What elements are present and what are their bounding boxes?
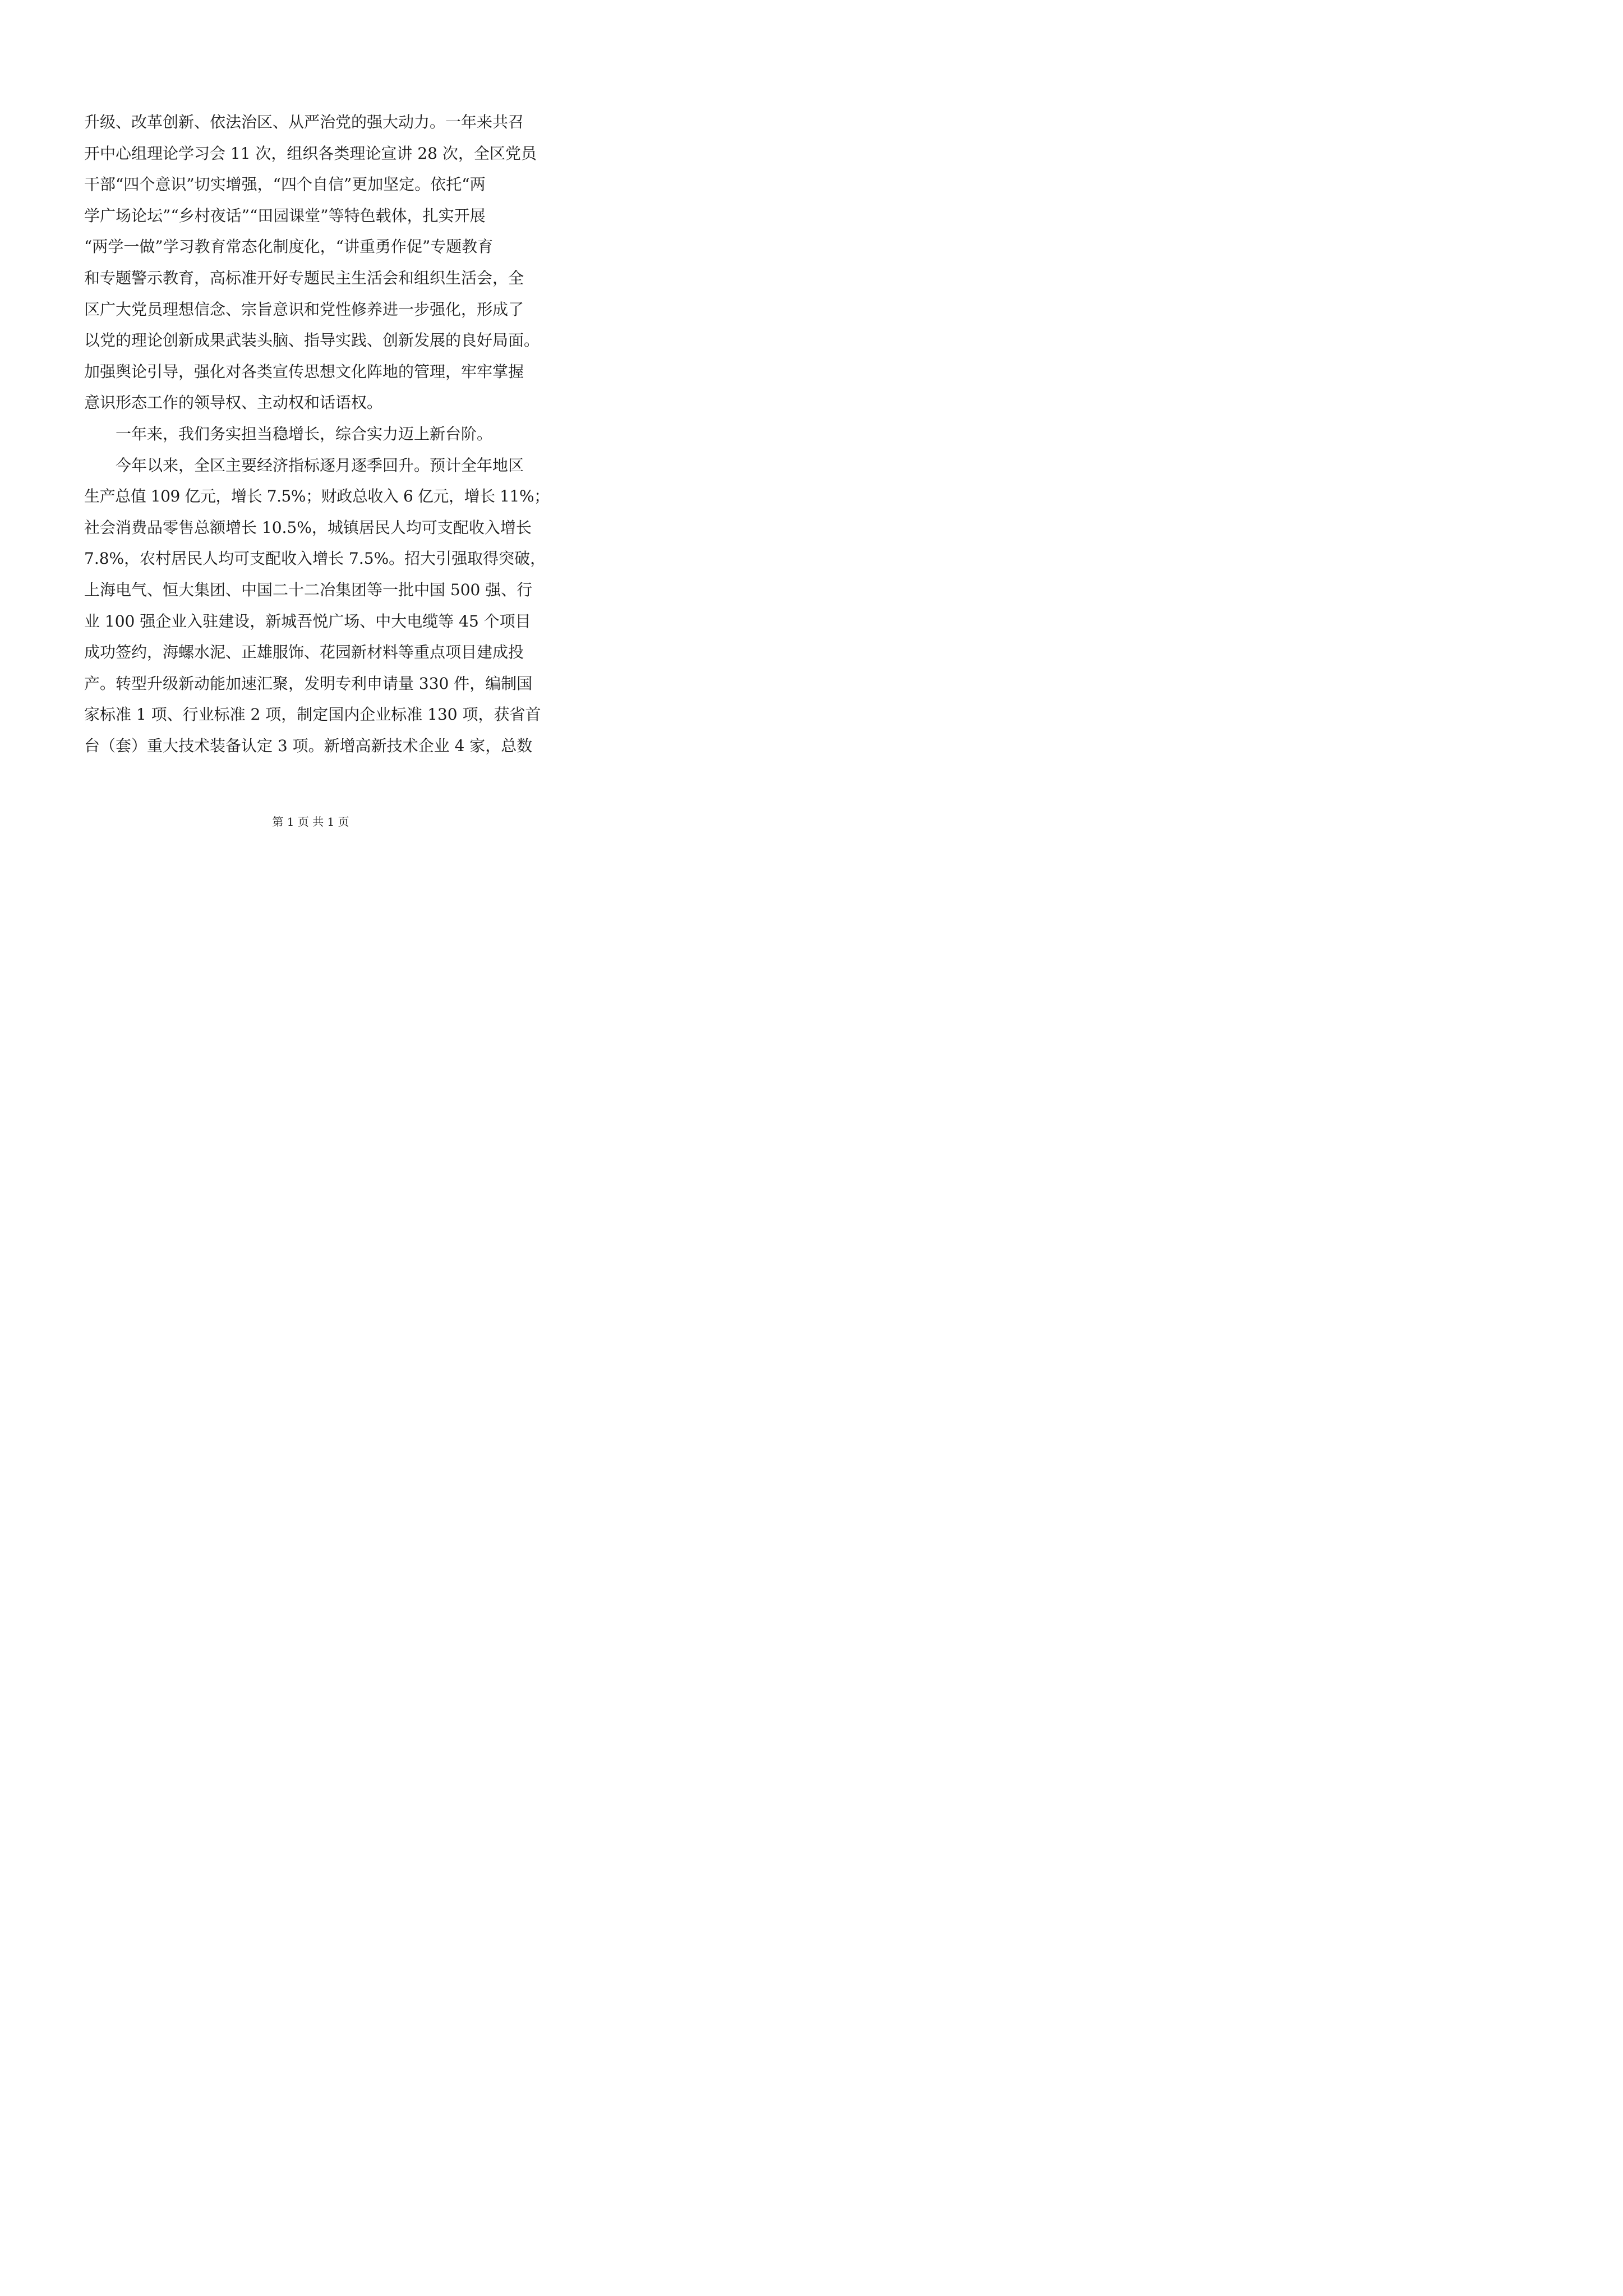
- body-text: [84, 107, 550, 761]
- text-line: 区广大党员理想信念、宗旨意识和党性修养进一步强化，形成了: [84, 300, 524, 319]
- text-line: 今年以来，全区主要经济指标逐月逐季回升。预计全年地区: [84, 455, 524, 475]
- text-line: 社会消费品零售总额增长 10.5%，城镇居民人均可支配收入增长: [84, 518, 532, 537]
- text-line: 产。转型升级新动能加速汇聚，发明专利申请量 330 件，编制国: [84, 674, 533, 693]
- text-line: 上海电气、恒大集团、中国二十二冶集团等一批中国 500 强、行: [84, 580, 533, 599]
- text-line: 干部“四个意识”切实增强，“四个自信”更加坚定。依托“两: [84, 175, 486, 194]
- text-line: 台（套）重大技术装备认定 3 项。新增高新技术企业 4 家，总数: [84, 736, 533, 755]
- text-line: 生产总值 109 亿元，增长 7.5%；财政总收入 6 亿元，增长 11%；: [84, 487, 550, 506]
- text-line: 学广场论坛”“乡村夜话”“田园课堂”等特色载体，扎实开展: [84, 206, 486, 225]
- text-line: 业 100 强企业入驻建设，新城吾悦广场、中大电缆等 45 个项目: [84, 611, 531, 631]
- text-line: “两学一做”学习教育常态化制度化，“讲重勇作促”专题教育: [84, 237, 494, 256]
- text-line: 一年来，我们务实担当稳增长，综合实力迈上新台阶。: [84, 424, 493, 443]
- text-line: 家标准 1 项、行业标准 2 项，制定国内企业标准 130 项，获省首: [84, 705, 541, 724]
- text-line: 意识形态工作的领导权、主动权和话语权。: [84, 393, 383, 412]
- text-line: 和专题警示教育，高标准开好专题民主生活会和组织生活会，全: [84, 268, 524, 287]
- text-line: 加强舆论引导，强化对各类宣传思想文化阵地的管理，牢牢掌握: [84, 362, 524, 381]
- text-line: 升级、改革创新、依法治区、从严治党的强大动力。一年来共召: [84, 113, 524, 131]
- text-line: 以党的理论创新成果武装头脑、指导实践、创新发展的良好局面。: [84, 331, 540, 350]
- document-page: [0, 0, 621, 879]
- text-line: 成功签约，海螺水泥、正雄服饰、花园新材料等重点项目建成投: [84, 643, 524, 662]
- text-line: 7.8%，农村居民人均可支配收入增长 7.5%。招大引强取得突破，: [84, 549, 546, 568]
- page-footer: 第 1 页 共 1 页: [272, 815, 349, 829]
- text-line: 开中心组理论学习会 11 次，组织各类理论宣讲 28 次，全区党员: [84, 144, 537, 163]
